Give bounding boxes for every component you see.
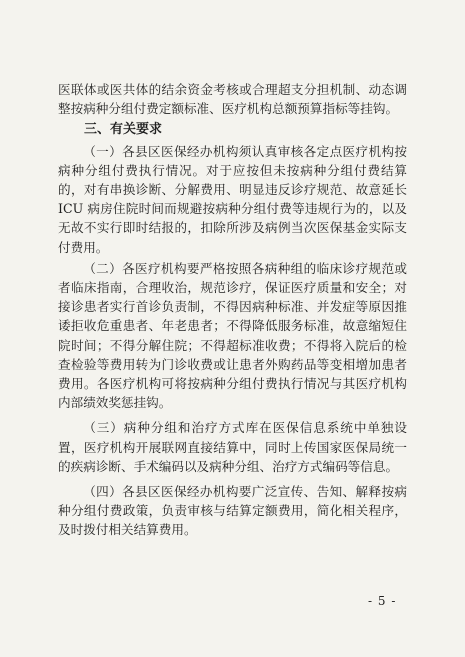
paragraph-requirement-3: （三）病种分组和治疗方式库在医保信息系统中单独设置，医疗机构开展联网直接结算中，同时上传国家医保局统一的疾病诊断、手术编码以及病种分组、治疗方式编码等信息。: [58, 420, 407, 474]
section-heading: 三、有关要求: [84, 122, 163, 138]
paragraph-requirement-1: （一）各县区医保经办机构须认真审核各定点医疗机构按病种分组付费执行情况。对于应按但未按病种分组付费结算的，对有串换诊断、分解费用、明显违反诊疗规范、故意延长 ICU 病房住院时间而规避按病种分组付费等违规行为的，以及无故不实行即时结报的，扣除所涉及病例当次医保基金实际支付费用。: [58, 143, 407, 255]
paragraph-continued: 医联体或医共体的结余资金考核或合理超支分担机制、动态调整按病种分组付费定额标准、医疗机构总额预算指标等挂钩。: [58, 82, 407, 117]
page-number: - 5 -: [368, 594, 397, 608]
document-body: [58, 80, 407, 540]
paragraph-requirement-4: （四）各县区医保经办机构要广泛宣传、告知、解释按病种分组付费政策，负责审核与结算定额费用，简化相关程序，及时拨付相关结算费用。: [58, 484, 407, 538]
paragraph-requirement-2: （二）各医疗机构要严格按照各病种组的临床诊疗规范或者临床指南，合理收治，规范诊疗，保证医疗质量和安全；对接诊患者实行首诊负责制，不得因病种标准、并发症等原因推诿拒收危重患者、年老患者；不得降低服务标准，故意缩短住院时间；不得分解住院；不得超标准收费；不得将入院后的检查检验等费用转为门诊收费或让患者外购药品等变相增加患者费用。各医疗机构可将按病种分组付费执行情况与其医疗机构内部绩效奖惩挂钩。: [58, 260, 407, 411]
